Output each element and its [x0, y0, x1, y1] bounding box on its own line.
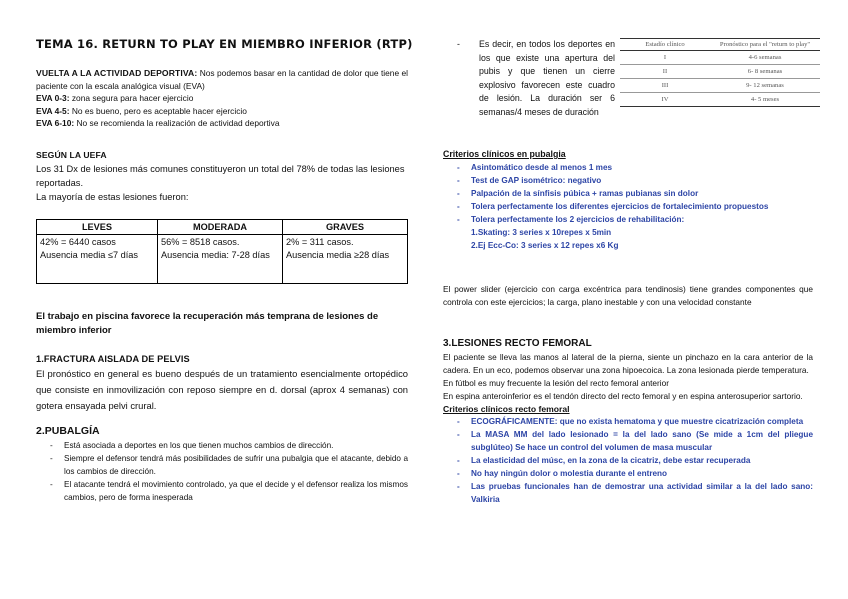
pubalgia-section: [36, 424, 408, 504]
table-header: Estadío clínico: [620, 39, 710, 51]
cell-absence: Ausencia media: 7-28 días: [161, 250, 270, 260]
pubalgia-list: [36, 439, 408, 504]
list-item: - La MASA MM del lado lesionado = la del lado sano (Se mide a 1cm del pliegue subglúteo) Se hace un control del volumen de masa muscular: [443, 428, 813, 454]
prognosis-cell: 4-6 semanas: [710, 51, 820, 65]
list-item: - ECOGRÁFICAMENTE: que no exista hematoma y que muestre cicatrización completa: [443, 415, 813, 428]
power-slider-text: El power slider (ejercicio con carga excéntrica para tendinosis) tiene grandes componentes que controla con este ejercicios; la carga, plano inestable y con una velocidad constante: [443, 284, 813, 307]
piscina-text: El trabajo en piscina favorece la recuperación más temprana de lesiones de miembro inferior: [36, 311, 379, 336]
list-item: [443, 213, 813, 252]
piscina-note: [36, 310, 404, 338]
uefa-line1: Los 31 Dx de lesiones más comunes constituyeron un total del 78% de todas las lesiones reportadas.: [36, 164, 405, 188]
eva-label: EVA 6-10:: [36, 118, 75, 128]
page-title: TEMA 16. RETURN TO PLAY EN MIEMBRO INFERIOR (RTP): [36, 37, 413, 51]
recto-section: [443, 337, 813, 506]
stage-table-wrapper: [620, 38, 820, 107]
cell-cases: 56% = 8518 casos.: [161, 237, 240, 247]
stage-cell: IV: [620, 93, 710, 107]
injury-table-wrapper: [36, 219, 408, 284]
fractura-text: El pronóstico en general es bueno después de un tratamiento esencialmente ortopédico que consiste en inmovilización con reposo siempre en d. dorsal (aprox 4 semanas) con gotera ensayada pelvi crural.: [36, 368, 408, 411]
stage-prognosis-table: [620, 38, 820, 107]
uefa-line2: La mayoría de estas lesiones fueron:: [36, 192, 189, 202]
list-item: - No hay ningún dolor o molestia durante el entreno: [443, 467, 813, 480]
criterios-pubalgia-heading: Criterios clínicos en pubalgia: [443, 149, 566, 159]
stage-cell: I: [620, 51, 710, 65]
criterios-recto-list: [443, 415, 813, 506]
eva-label: EVA 4-5:: [36, 105, 70, 116]
table-row: [620, 51, 820, 65]
table-row: [620, 65, 820, 79]
power-slider-note: [443, 283, 813, 309]
eva-text: No se recomienda la realización de actividad deportiva: [74, 118, 280, 128]
list-item: - La elasticidad del músc, en la zona de la cicatriz, debe estar recuperada: [443, 454, 813, 467]
table-header: Pronóstico para el "return to play": [710, 39, 820, 51]
cell-cases: 42% = 6440 casos: [40, 237, 116, 247]
injury-severity-table: [36, 219, 408, 284]
eva-text: No es bueno, pero es aceptable hacer ejercicio: [69, 105, 247, 116]
stage-cell: III: [620, 79, 710, 93]
eva-label: EVA 0-3:: [36, 93, 70, 103]
pubalgia-continued-list: [443, 38, 615, 119]
prognosis-cell: 6- 8 semanas: [710, 65, 820, 79]
list-item: - Es decir, en todos los deportes en los que existe una apertura del pubis y que tienen un cierre explosivo favorecen este cuadro de lesión. La duración ser 6 semanas/4 meses de duración: [443, 38, 615, 119]
table-row: [620, 93, 820, 107]
sub-item: 2.Ej Ecc-Co: 3 series x 12 repes x6 Kg: [471, 241, 619, 250]
table-header: LEVES: [37, 220, 158, 235]
table-cell: [283, 235, 408, 284]
list-item: - Asintomático desde al menos 1 mes: [443, 161, 813, 174]
prognosis-cell: 4- 5 meses: [710, 93, 820, 107]
table-row: [620, 79, 820, 93]
criterios-pubalgia-section: [443, 147, 813, 252]
pubalgia-heading: 2.PUBALGÍA: [36, 425, 100, 437]
vuelta-section: [36, 67, 408, 130]
vuelta-intro: Nos podemos basar en la cantidad de dolor que tiene el paciente con la escala analógica visual (EVA): [36, 68, 409, 91]
fractura-heading: 1.FRACTURA AISLADA DE PELVIS: [36, 354, 190, 364]
recto-text2: En fútbol es muy frecuente la lesión del recto femoral anterior: [443, 378, 669, 388]
cell-absence: Ausencia media ≤7 días: [40, 250, 138, 260]
list-item: - El atacante tendrá el movimiento controlado, ya que el decide y el defensor realiza los mismos cambios, pero de forma inesperada: [36, 478, 408, 504]
uefa-heading: SEGÚN LA UEFA: [36, 150, 107, 160]
table-header: MODERADA: [158, 220, 283, 235]
prognosis-cell: 9- 12 semanas: [710, 79, 820, 93]
table-cell: [37, 235, 158, 284]
list-item: - Las pruebas funcionales han de demostrar una actividad similar a la del lado sano: Valkiria: [443, 480, 813, 506]
fractura-section: [36, 352, 408, 414]
list-item: - Tolera perfectamente los diferentes ejercicios de fortalecimiento propuestos: [443, 200, 813, 213]
recto-text1: El paciente se lleva las manos al lateral de la pierna, siente un pinchazo en la cara anterior de la cadera. En un eco, podemos observar una zona hipoecoica. La zona lesionada pierde temperatura.: [443, 352, 813, 375]
cell-cases: 2% = 311 casos.: [286, 237, 354, 247]
stage-cell: II: [620, 65, 710, 79]
criterios-recto-heading: Criterios clínicos recto femoral: [443, 404, 570, 414]
vuelta-heading: VUELTA A LA ACTIVIDAD DEPORTIVA:: [36, 68, 198, 78]
pubalgia-continued: [443, 38, 615, 119]
list-item: - Test de GAP isométrico: negativo: [443, 174, 813, 187]
list-item-text: Tolera perfectamente los 2 ejercicios de rehabilitación:: [471, 215, 685, 224]
list-item: - Palpación de la sínfisis púbica + ramas pubianas sin dolor: [443, 187, 813, 200]
table-cell: [158, 235, 283, 284]
criterios-pubalgia-list: [443, 161, 813, 252]
uefa-section: [36, 149, 408, 204]
list-item: - Está asociada a deportes en los que tienen muchos cambios de dirección.: [36, 439, 408, 452]
recto-text3: En espina anteroinferior es el tendón directo del recto femoral y en espina anterosuperior sartorio.: [443, 391, 803, 401]
list-item: - Siempre el defensor tendrá más posibilidades de sufrir una pubalgia que el atacante, debido a los cambios de dirección.: [36, 452, 408, 478]
sub-item: 1.Skating: 3 series x 10repes x 5min: [471, 228, 612, 237]
recto-heading: 3.LESIONES RECTO FEMORAL: [443, 338, 592, 349]
table-header: GRAVES: [283, 220, 408, 235]
cell-absence: Ausencia media ≥28 días: [286, 250, 390, 260]
eva-text: zona segura para hacer ejercicio: [69, 93, 194, 103]
